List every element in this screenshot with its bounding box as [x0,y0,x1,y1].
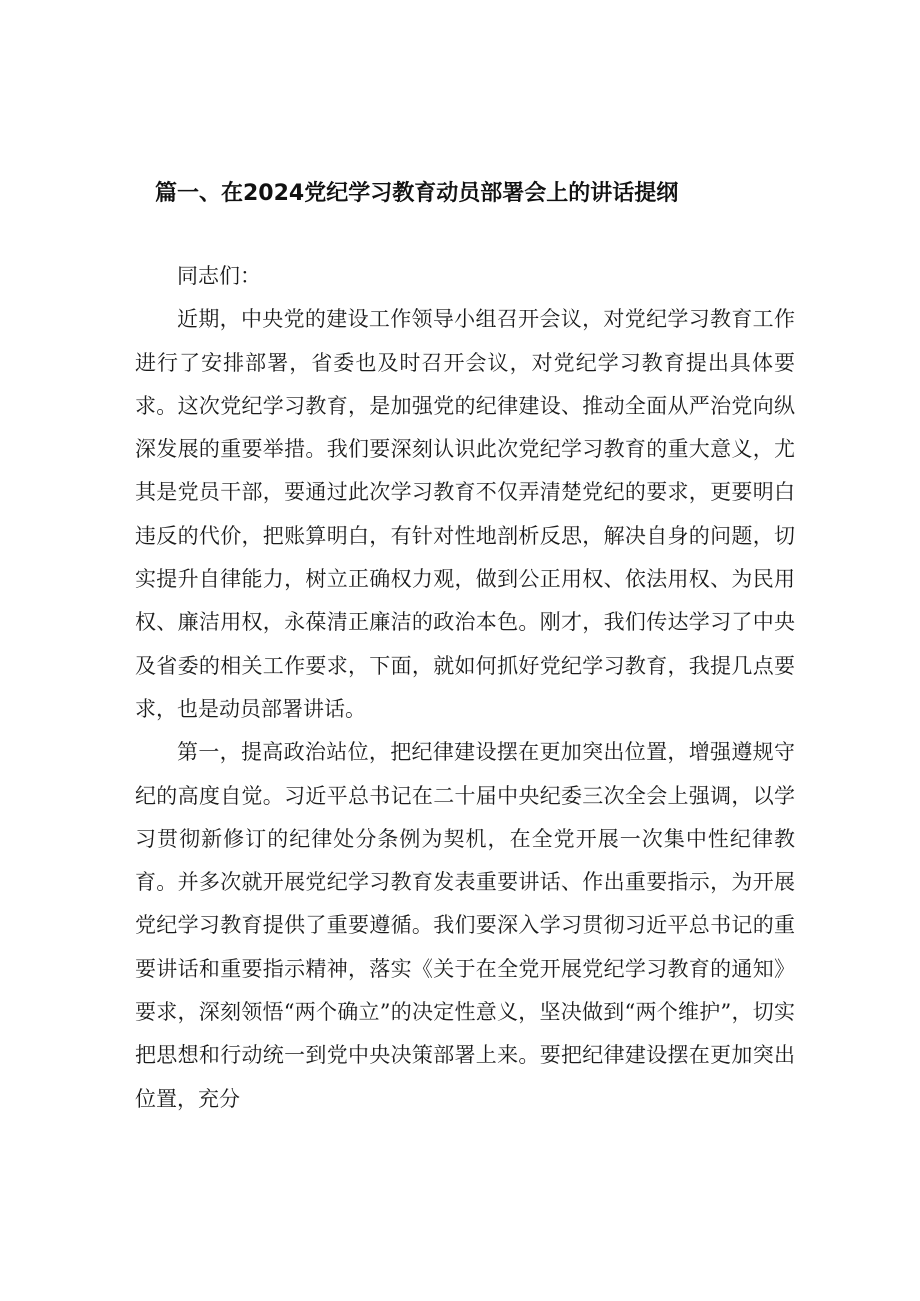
intro-paragraph: 近期，中央党的建设工作领导小组召开会议，对党纪学习教育工作进行了安排部署，省委也及时召开会议，对党纪学习教育提出具体要求。这次党纪学习教育，是加强党的纪律建设、推动全面从严治党向纵深发展的重要举措。我们要深刻认识此次党纪学习教育的重大意义，尤其是党员干部，要通过此次学习教育不仅弄清楚党纪的要求，更要明白违反的代价，把账算明白，有针对性地剖析反思，解决自身的问题，切实提升自律能力，树立正确权力观，做到公正用权、依法用权、为民用权、廉洁用权，永葆清正廉洁的政治本色。刚才，我们传达学习了中央及省委的相关工作要求，下面，就如何抓好党纪学习教育，我提几点要求，也是动员部署讲话。 [135,307,795,721]
salutation-paragraph: 同志们： [177,264,261,288]
document-title: 篇一、在2024党纪学习教育动员部署会上的讲话提纲 [155,181,679,206]
first-point-paragraph: 第一，提高政治站位，把纪律建设摆在更加突出位置，增强遵规守纪的高度自觉。习近平总书记在二十届中央纪委三次全会上强调，以学习贯彻新修订的纪律处分条例为契机，在全党开展一次集中性纪律教育。并多次就开展党纪学习教育发表重要讲话、作出重要指示，为开展党纪学习教育提供了重要遵循。我们要深入学习贯彻习近平总书记的重要讲话和重要指示精神，落实《关于在全党开展党纪学习教育的通知》要求，深刻领悟“两个确立”的决定性意义，坚决做到“两个维护”，切实把思想和行动统一到党中央决策部署上来。要把纪律建设摆在更加突出位置，充分 [135,740,795,1111]
document-body [135,255,795,1121]
